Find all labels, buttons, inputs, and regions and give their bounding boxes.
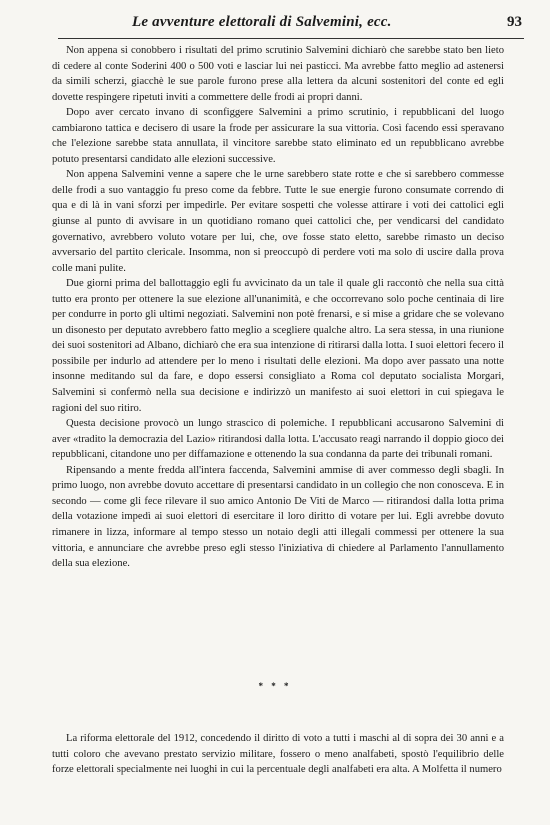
running-title: Le avventure elettorali di Salvemini, ecc. <box>132 14 392 30</box>
body-text <box>52 43 504 572</box>
paragraph: Ripensando a mente fredda all'intera faccenda, Salvemini ammise di aver commesso degli sbagli. In primo luogo, non avrebbe dovuto accettare di presentarsi candidato in un collegio che non conosceva. E in secondo — come gli fece rilevare il suo amico Antonio De Viti de Marco — ritirandosi dalla lotta prima della votazione impedì ai suoi elettori di esercitare il loro diritto di votare per lui. Egli avrebbe dovuto rimanere in lizza, informare al tempo stesso un notaio degli atti illegali commessi per ottenere la sua vittoria, e annunciare che avrebbe preso egli stesso l'iniziativa di chiedere al Parlamento l'annullamento della sua elezione. <box>52 464 504 570</box>
paragraph: Non appena Salvemini venne a sapere che le urne sarebbero state rotte e che si sarebbero commesse delle frodi a suo vantaggio fu preso come da febbre. Tutte le sue energie furono consumate correndo di qua e di là in vani sforzi per impedirle. Per evitare sospetti che volesse attirare i voti dei cattolici egli giunse al punto di avvisare in un quotidiano romano quei cattolici che, per vendicarsi del candidato governativo, avrebbero voluto votare per lui, che, ove fosse stato eletto, sarebbe rimasto un deciso avversario del partito clericale. Insomma, non si preoccupò di perdere voti ma solo di uscire dalla prova colle mani pulite. <box>52 169 504 274</box>
section-separator: * * * <box>258 681 292 691</box>
paragraph: La riforma elettorale del 1912, concedendo il diritto di voto a tutti i maschi al di sopra dei 30 anni e a tutti coloro che avevano prestato servizio militare, fossero o meno analfabeti, spostò l'equilibrio delle forze elettorali specialmente nei luoghi in cui la percentuale degli analfabeti era alta. A Molfetta il numero <box>52 733 504 776</box>
paragraph: Questa decisione provocò un lungo strascico di polemiche. I repubblicani accusarono Salvemini di aver «tradito la democrazia del Lazio» ritirandosi dalla lotta. L'accusato reagì narrando il doppio gioco dei repubblicani, citandone uno per diffamazione e ottenendo la sua condanna da parte dei tribunali romani. <box>52 418 504 461</box>
paragraph: Non appena si conobbero i risultati del primo scrutinio Salvemini dichiarò che sarebbe stato ben lieto di cedere al conte Soderini 400 o 500 voti e lasciar lui nei pasticci. Ma avrebbe fatto meglio ad astenersi da simili scherzi, giacchè le sue parole furono prese alla lettera da alcuni sostenitori del conte ed egli dovette respingere ripetuti inviti a commettere delle frodi ai propri danni. <box>52 45 504 103</box>
page-header <box>58 14 524 39</box>
next-section-text <box>52 731 504 778</box>
page-number: 93 <box>507 14 522 30</box>
paragraph: Due giorni prima del ballottaggio egli fu avvicinato da un tale il quale gli raccontò che nella sua città tutto era pronto per ottenere la sue elezione all'unanimità, e che occorrevano solo poche centinaia di lire per condurre in porto gli ultimi negoziati. Salvemini non potè frenarsi, e si mise a gridare che se volevano un disonesto per deputato avrebbero fatto meglio a scegliere qualche altro. La sera stessa, in una riunione dei suoi sostenitori ad Albano, dichiarò che era sua intenzione di ritirarsi dalla lotta. I suoi elettori fecero il possibile per indurlo ad attendere per lo meno i risultati delle elezioni. Ma dopo aver passato una notte insonne meditando sul da fare, e dopo essersi consigliato a Roma col deputato socialista Morgari, Salvemini si confermò nella sua decisione e indirizzò un manifesto ai suoi elettori in cui spiegava le ragioni del suo ritiro. <box>52 278 504 414</box>
paragraph: Dopo aver cercato invano di sconfiggere Salvemini a primo scrutinio, i repubblicani del luogo cambiarono tattica e decisero di usare la frode per assicurare la sua vittoria. Così facendo essi speravano che l'elezione sarebbe stata annullata, il vincitore sarebbe stato eliminato ed un repubblicano avrebbe potuto presentarsi candidato alle elezioni successive. <box>52 107 504 165</box>
